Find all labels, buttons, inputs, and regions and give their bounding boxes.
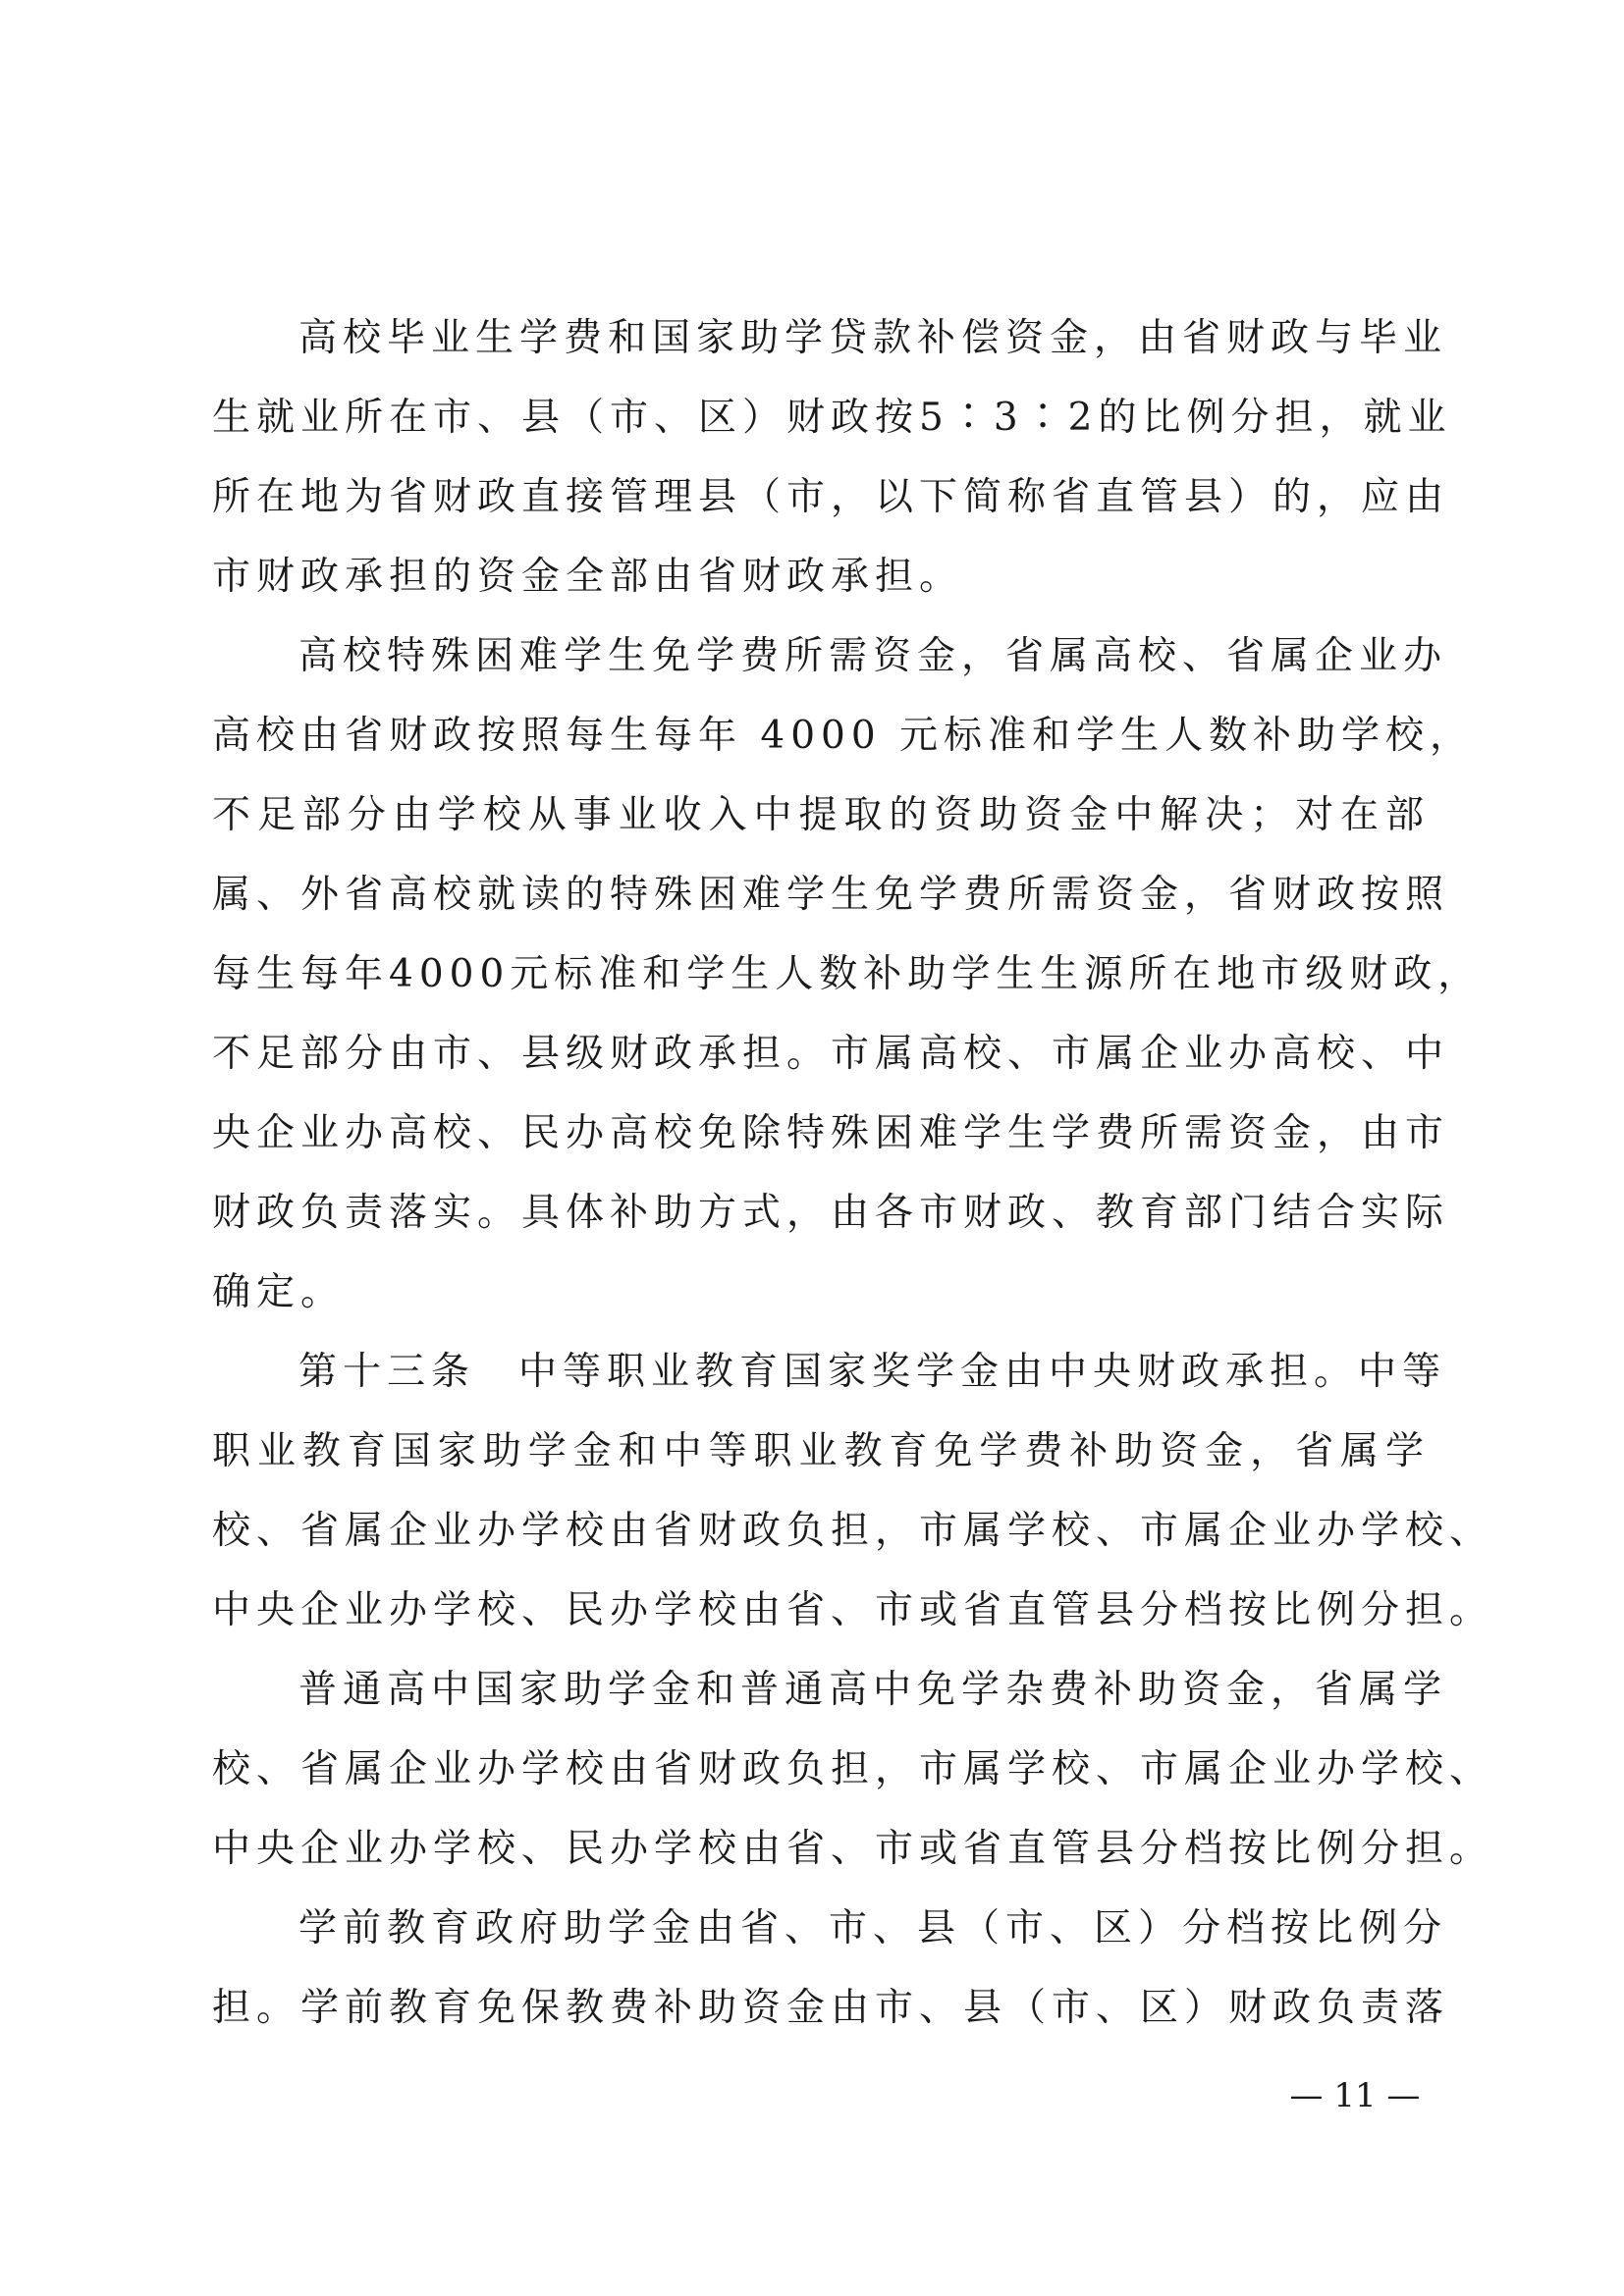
- text-line: 财政负责落实。具体补助方式，由各市财政、教育部门结合实际: [212, 1191, 1450, 1235]
- text-line: 每生每年4000元标准和学生人数补助学生生源所在地市级财政，: [212, 952, 1483, 996]
- text-line: 校、省属企业办学校由省财政负担，市属学校、市属企业办学校、: [212, 1747, 1494, 1791]
- text-line: 不足部分由学校从事业收入中提取的资助资金中解决；对在部: [212, 793, 1430, 837]
- text-line: 高校由省财政按照每生每年 4000 元标准和学生人数补助学校，: [212, 714, 1475, 758]
- text-line: 职业教育国家助学金和中等职业教育免学费补助资金，省属学: [212, 1429, 1430, 1473]
- text-line: 市财政承担的资金全部由省财政承担。: [212, 555, 964, 599]
- document-body: [212, 298, 1494, 2048]
- article-number: 第十三条: [298, 1350, 476, 1394]
- text-line: 所在地为省财政直接管理县（市，以下简称省直管县）的，应由: [212, 475, 1450, 519]
- paragraph-special-hardship-tuition-waiver: [212, 616, 1483, 1332]
- paragraph-article-13: [212, 1332, 1494, 1650]
- text-line: 不足部分由市、县级财政承担。市属高校、市属企业办高校、中: [212, 1032, 1450, 1076]
- text-line: 学前教育政府助学金由省、市、县（市、区）分档按比例分: [298, 1906, 1448, 1950]
- paragraph-preschool-grants: [212, 1889, 1450, 2048]
- text-line: 高校毕业生学费和国家助学贷款补偿资金，由省财政与毕业: [298, 316, 1448, 360]
- text-line: 确定。: [212, 1270, 346, 1314]
- text-line: 中央企业办学校、民办学校由省、市或省直管县分档按比例分担。: [212, 1827, 1494, 1871]
- text-line: 生就业所在市、县（市、区）财政按5∶3∶2的比例分担，就业: [212, 396, 1452, 440]
- paragraph-graduate-tuition-compensation: [212, 298, 1452, 616]
- paragraph-high-school-grants: [212, 1650, 1494, 1889]
- text-line: 属、外省高校就读的特殊困难学生免学费所需资金，省财政按照: [212, 873, 1450, 917]
- text-line: 普通高中国家助学金和普通高中免学杂费补助资金，省属学: [298, 1668, 1448, 1712]
- page-number: — 11 —: [1289, 2076, 1421, 2115]
- text-line: 中央企业办学校、民办学校由省、市或省直管县分档按比例分担。: [212, 1588, 1494, 1632]
- text-line: 高校特殊困难学生免学费所需资金，省属高校、省属企业办: [298, 634, 1448, 678]
- text-line: 担。学前教育免保教费补助资金由市、县（市、区）财政负责落: [212, 1986, 1450, 2030]
- text-line: 央企业办高校、民办高校免除特殊困难学生学费所需资金，由市: [212, 1111, 1450, 1155]
- text-line: 校、省属企业办学校由省财政负担，市属学校、市属企业办学校、: [212, 1509, 1494, 1553]
- article-text: 中等职业教育国家奖学金由中央财政承担。中等: [518, 1350, 1447, 1394]
- text-line: [212, 1332, 1447, 1412]
